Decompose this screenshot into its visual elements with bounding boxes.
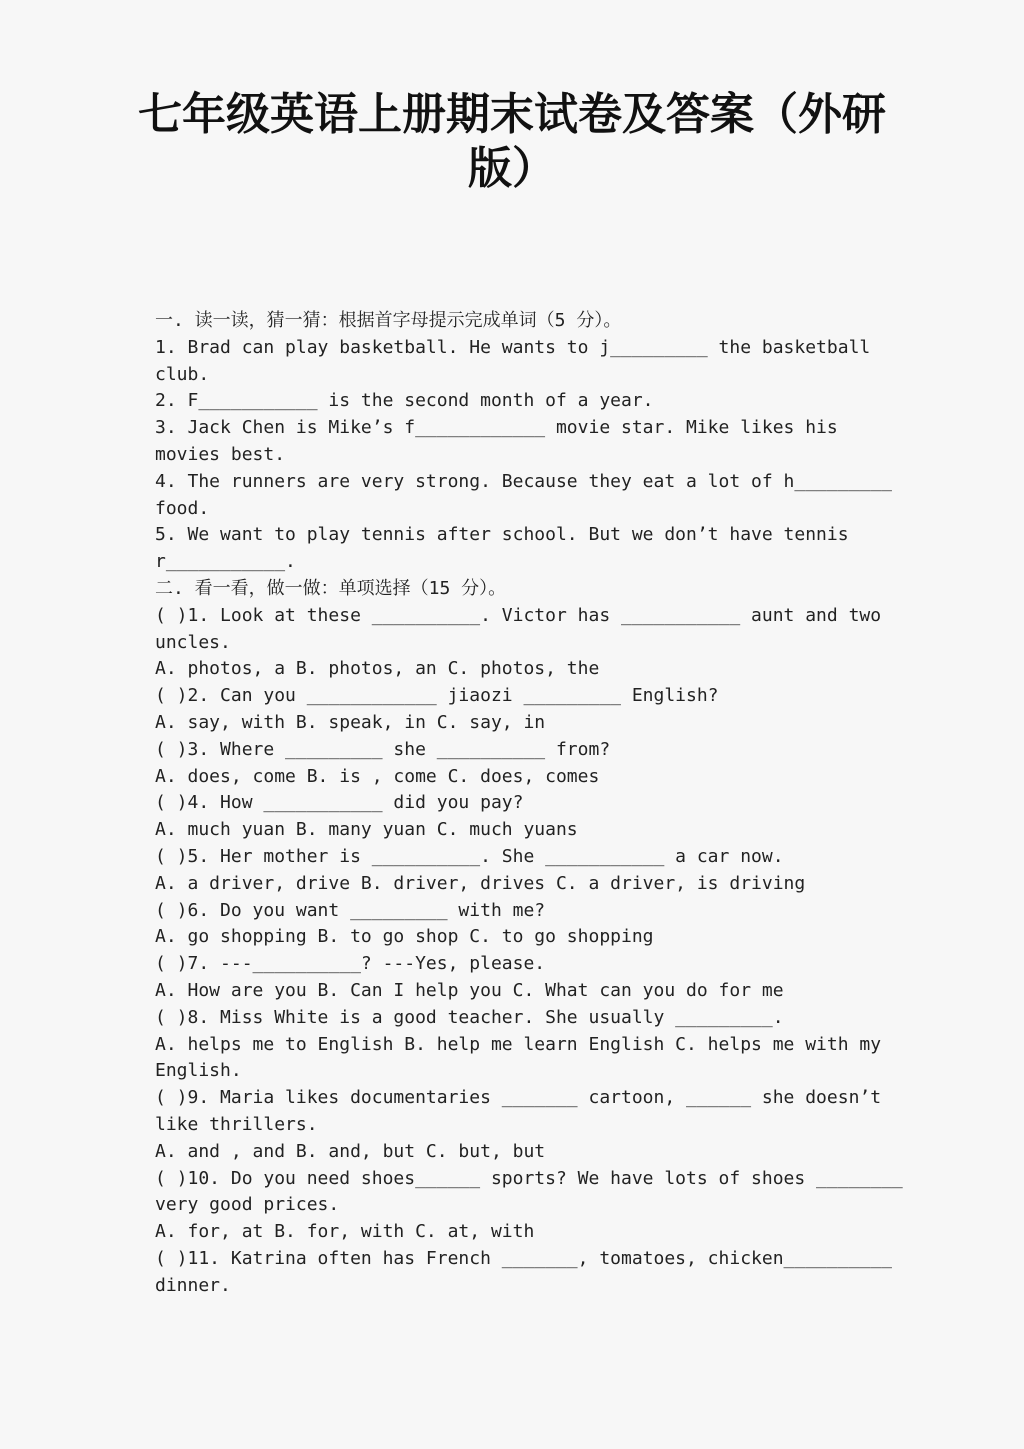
text-line: ( )3. Where _________ she __________ from?	[155, 738, 611, 760]
text-line: ( )8. Miss White is a good teacher. She usually _________.	[155, 1006, 784, 1028]
text-line: A. go shopping B. to go shop C. to go shopping	[155, 926, 654, 948]
text-line: ( )1. Look at these __________. Victor has ___________ aunt and two	[155, 604, 882, 626]
text-line: A. and , and B. and, but C. but, but	[155, 1140, 546, 1162]
text-line: 3. Jack Chen is Mike’s f____________ movie star. Mike likes his	[155, 417, 838, 439]
text-line: dinner.	[155, 1274, 231, 1296]
text-line: ( )10. Do you need shoes______ sports? We have lots of shoes ________	[155, 1167, 903, 1189]
text-line: ( )7. ---__________? ---Yes, please.	[155, 953, 546, 975]
text-line: 1. Brad can play basketball. He wants to j_________ the basketball	[155, 336, 871, 358]
text-line: A. does, come B. is , come C. does, comes	[155, 765, 600, 787]
text-line: ( )5. Her mother is __________. She ___________ a car now.	[155, 845, 784, 867]
text-line: movies best.	[155, 443, 286, 465]
text-line: A. helps me to English B. help me learn English C. helps me with my	[155, 1033, 882, 1055]
text-line: A. much yuan B. many yuan C. much yuans	[155, 819, 578, 841]
text-line: 4. The runners are very strong. Because they eat a lot of h_________	[155, 470, 892, 492]
document-title: 七年级英语上册期末试卷及答案（外研版）	[138, 89, 886, 194]
text-line: 5. We want to play tennis after school. But we don’t have tennis	[155, 524, 849, 546]
text-line: A. a driver, drive B. driver, drives C. a driver, is driving	[155, 872, 806, 894]
text-line: 一. 读一读，猜一猜：根据首字母提示完成单词（5 分）。	[155, 310, 622, 331]
text-line: very good prices.	[155, 1194, 340, 1216]
text-line: A. for, at B. for, with C. at, with	[155, 1221, 535, 1243]
text-line: ( )9. Maria likes documentaries _______ cartoon, ______ she doesn’t	[155, 1087, 882, 1109]
text-line: 二. 看一看，做一做：单项选择（15 分）。	[155, 577, 507, 599]
text-line: ( )4. How ___________ did you pay?	[155, 792, 524, 814]
text-line: ( )11. Katrina often has French _______, tomatoes, chicken__________	[155, 1247, 892, 1269]
document-body	[155, 308, 903, 1299]
text-line: ( )6. Do you want _________ with me?	[155, 899, 546, 921]
text-line: A. How are you B. Can I help you C. What can you do for me	[155, 979, 784, 1001]
text-line: A. say, with B. speak, in C. say, in	[155, 711, 546, 733]
text-line: like thrillers.	[155, 1113, 318, 1135]
text-line: uncles.	[155, 631, 231, 653]
text-line: 2. F___________ is the second month of a year.	[155, 390, 654, 412]
text-line: English.	[155, 1060, 242, 1082]
text-line: ( )2. Can you ____________ jiaozi _________ English?	[155, 685, 719, 707]
text-line: r___________.	[155, 551, 296, 573]
text-line: food.	[155, 497, 210, 519]
text-line: A. photos, a B. photos, an C. photos, the	[155, 658, 600, 680]
text-line: club.	[155, 363, 210, 385]
